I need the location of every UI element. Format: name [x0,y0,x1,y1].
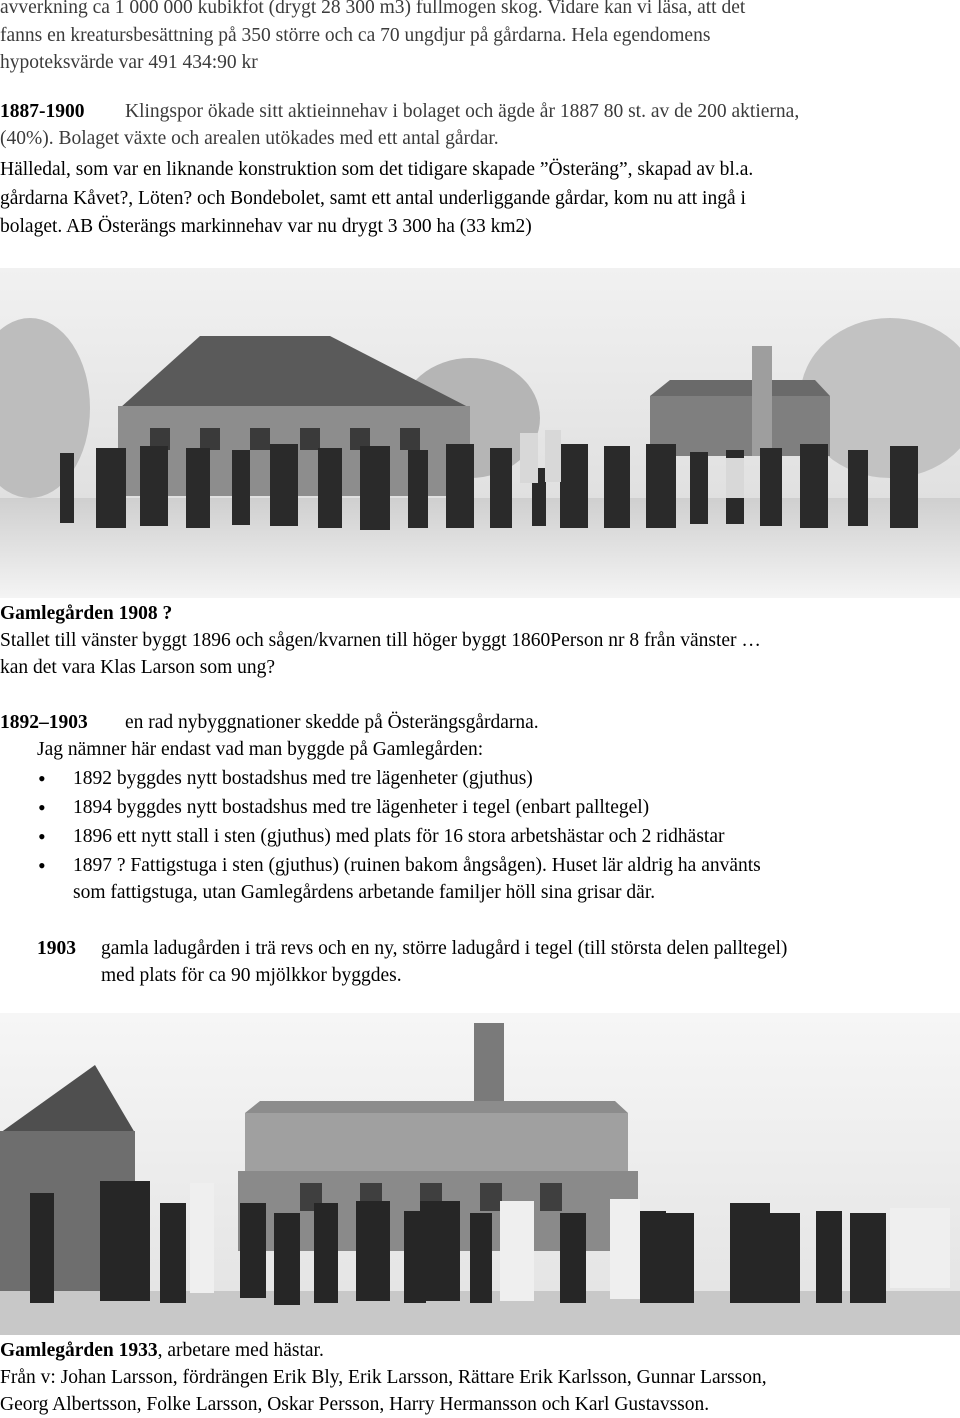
period-intro: Jag nämner här endast vad man byggde på Gamlegården: [37,739,484,760]
photo1-caption: Stallet till vänster byggt 1896 och sågen/kvarnen till höger byggt 1860Person nr 8 från vänster … [0,630,761,651]
bullet-icon: • [38,824,46,849]
period-line: bolaget. AB Österängs markinnehav var nu drygt 3 300 ha (33 km2) [0,216,532,237]
period-years: 1887-1900 [0,101,85,122]
bullet-icon: • [38,853,46,878]
period-line: Klingspor ökade sitt aktieinnehav i bolaget och ägde år 1887 80 st. av de 200 aktierna, [125,101,800,122]
list-item-text: 1892 byggdes nytt bostadshus med tre lägenheter (gjuthus) [73,768,533,789]
period-years: 1892–1903 [0,712,88,733]
bullet-icon: • [38,766,46,791]
intro-line: fanns en kreatursbesättning på 350 större och ca 70 ungdjur på gårdarna. Hela egendomens [0,25,711,46]
photo2-caption: Från v: Johan Larsson, fördrängen Erik Bly, Erik Larsson, Rättare Erik Karlsson, Gunnar Larsson, [0,1367,767,1388]
photo1-caption: kan det vara Klas Larson som ung? [0,657,276,678]
list-item-text: som fattigstuga, utan Gamlegårdens arbetande familjer höll sina grisar där. [73,882,656,903]
photo2-title-line [0,1338,324,1364]
intro-line: avverkning ca 1 000 000 kubikfot (drygt 28 300 m3) fullmogen skog. Vidare kan vi läsa, att det [0,0,746,18]
photo2-title: Gamlegården 1933 [0,1340,158,1361]
photo-gamlegarden-1933 [0,1013,960,1335]
intro-line: hypoteksvärde var 491 434:90 kr [0,52,258,73]
bullet-icon: • [38,795,46,820]
period-heading: en rad nybyggnationer skedde på Österängsgårdarna. [125,712,539,733]
photo2-title-rest: , arbetare med hästar. [157,1340,324,1361]
period-line: Hälledal, som var en liknande konstruktion som det tidigare skapade ”Österäng”, skapad av bl.a. [0,159,754,180]
period-line: (40%). Bolaget växte och arealen utökades med ett antal gårdar. [0,128,499,149]
period-line: gårdarna Kåvet?, Löten? och Bondebolet, samt ett antal underliggande gårdar, kom nu att ingå i [0,188,746,209]
photo2-caption: Georg Albertsson, Folke Larsson, Oskar Persson, Harry Hermansson och Karl Gustavsson. [0,1394,710,1415]
period-line: med plats för ca 90 mjölkkor byggdes. [101,965,402,986]
period-years: 1903 [37,938,76,959]
photo-gamlegarden-1908 [0,268,960,598]
photo1-title: Gamlegården 1908 ? [0,603,173,624]
period-line: gamla ladugården i trä revs och en ny, större ladugård i tegel (till största delen palltegel) [101,938,788,959]
list-item-text: 1894 byggdes nytt bostadshus med tre lägenheter i tegel (enbart palltegel) [73,797,650,818]
list-item-text: 1897 ? Fattigstuga i sten (gjuthus) (ruinen bakom ångsågen). Huset lär aldrig ha använts [73,855,761,876]
list-item-text: 1896 ett nytt stall i sten (gjuthus) med plats för 16 stora arbetshästar och 2 ridhästar [73,826,725,847]
